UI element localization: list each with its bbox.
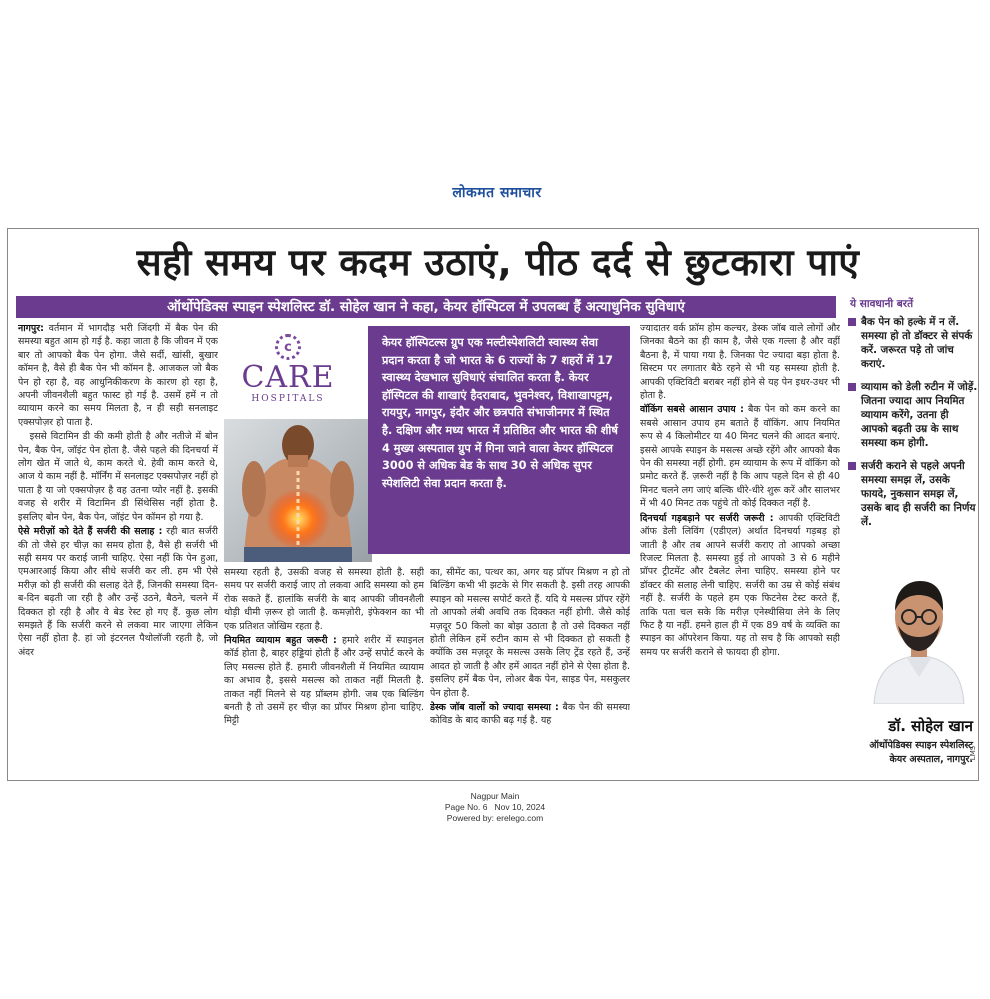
precaution-text: सर्जरी कराने से पहले अपनी समस्या समझ लें, उसके फायदे, नुकसान समझ लें, उसके बाद ही सर्जरी का निर्णय लें.: [861, 460, 976, 528]
article-column-1: [18, 322, 218, 777]
logo-subtitle: HOSPITALS: [251, 394, 325, 404]
back-pain-photo: [224, 419, 372, 562]
section-heading: डेस्क जॉब वालों को ज्यादा समस्या :: [430, 702, 559, 714]
paragraph: हमारे शरीर में स्पाइनल कॉर्ड होता है, बाहर हड्डियां होती हैं और उन्हें सपोर्ट करने के लिए मसल्स होते हैं. हमारी जीवनशैली में नियमित व्यायाम का अभाव है, इससे मसल्स को ताकत नहीं मिलती है. ताकत नहीं मिलने से यह प्रॉब्लम होगी. जब एक बिल्डिंग बनती है तो उसमें हर चीज़ का प्रॉपर मिश्रण होना चाहिए. मिट्टी: [224, 635, 424, 727]
credit-tag: LMS: [969, 745, 978, 761]
paragraph: बैक पेन की समस्या कोविड के बाद काफी बढ़ गई है. यह: [430, 702, 630, 727]
precaution-item: [846, 380, 978, 450]
precaution-text: व्यायाम को डेली रुटीन में जोड़ें. जितना ज्यादा आप नियमित व्यायाम करेंगे, उतना ही आपको बढ़ती उम्र के साथ समस्या कम होगी.: [861, 381, 978, 449]
care-hospitals-logo: [224, 324, 352, 414]
section-heading: ऐसे मरीज़ों को देते हैं सर्जरी की सलाह :: [18, 526, 163, 538]
section-heading: नियमित व्यायाम बहुत जरूरी :: [224, 635, 337, 647]
news-clipping: [7, 228, 979, 781]
precautions-title: ये सावधानी बरतें: [850, 298, 914, 310]
precaution-item: [846, 315, 978, 371]
doctor-name: डॉ. सोहेल खान: [888, 717, 973, 735]
article-column-2: [224, 566, 424, 776]
article-column-4: [640, 322, 840, 777]
precautions-sidebar: [846, 297, 978, 577]
care-hospitals-info-box: केयर हॉस्पिटल्स ग्रुप एक मल्टीस्पेशलिटी स्वास्थ्य सेवा प्रदान करता है जो भारत के 6 राज्यों के 7 शहरों में 17 स्वास्थ्य देखभाल सुविधाएं संचालित करता है. केयर हॉस्पिटल की शाखाएं हैदराबाद, भुवनेश्वर, विशाखापट्टम, रायपुर, नागपुर, इंदौर और छत्रपति संभाजीनगर में स्थित है. दक्षिण और मध्य भारत में प्रतिष्ठित और भारत की शीर्ष 4 मुख्य अस्पताल ग्रुप में गिना जाने वाला केयर हॉस्पिटल 3000 से अधिक बेड के साथ 30 से अधिक सुपर स्पेशलिटी सेवा प्रदान करता है.: [368, 326, 630, 554]
paragraph: वर्तमान में भागदौड़ भरी जिंदगी में बैक पेन की समस्या बहुत आम हो गई है. कहा जाता है कि जीवन में एक बार तो आपको बैक पेन होगा. जैसे सर्दी, खांसी, बुखार कॉमन है, वैसे ही बैक पेन भी कॉमन है. आजकल जो बैक पेन हो रहा है, वह आधुनिकीकरण के कारण हो रहा है, अपनी जीवनशैली बहुत फास्ट हो गई है. उसमें हमें न तो व्यायाम करने का समय मिलता है, न ही सही सनलाइट एक्सपोज़र हो पाता है.: [18, 323, 218, 428]
doctor-title: [828, 739, 973, 767]
paragraph: रही बात सर्जरी की तो जैसे हर चीज़ का समय होता है, वैसे ही सर्जरी भी सही समय पर कराई जानी चाहिए. ऐसा नहीं कि पेन हुआ, एमआरआई किया और सीधे सर्जरी कर ली. हम भी ऐसे मरीज़ को ही सर्जरी की सलाह देते हैं, जिनकी समस्या दिन-ब-दिन बढ़ती जा रही है और उन्हें उठने, बैठने, चलने में दिक्कत हो रही है और वे बेड रेस्ट हो गए हैं. कुछ लोग समझते हैं कि सर्जरी करने से लकवा मार जाएगा लेकिन ऐसा नहीं होता है. हां जो इंटरनल पैथोलॉजी रहती है, जो अंदर: [18, 526, 218, 658]
precaution-item: [846, 459, 978, 529]
doctor-hospital: केयर अस्पताल, नागपुर.: [889, 754, 973, 765]
paragraph: इससे विटामिन डी की कमी होती है और नतीजे में बोन पेन, बैक पेन, जॉइंट पेन होता है. जैसे पहले की दिनचर्या में लोग खेत में जाते थे, काम करते थे. हेवी काम करते थे, आज ये काम नहीं है. मॉर्निंग में सनलाइट एक्सपोज़र नहीं हो पाता है या जो एक्सपोज़र है वह उतना प्योर नहीं है. इसकी वजह से शरीर में विटामिन डी सिंथेसिस नहीं होता है. इसलिए बोन पेन, बैक पेन, जॉइंट पेन कॉमन हो गया है.: [18, 431, 218, 523]
paragraph: ज्यादातर वर्क फ्रॉम होम कल्चर, डेस्क जॉब वाले लोगों और जिनका बैठने का ही काम है, जैसे एक गल्ला है और वहीं बैठना है, में पाया गया है. जिनका पेट ज्यादा बड़ा होता है. सिस्टम पर लगातार बैठे रहने से भी यह समस्या होती है. आपकी एक्टिविटी बराबर नहीं होने से यह पेन इधर-उधर भी होता है.: [640, 323, 840, 402]
article-column-3: [430, 566, 630, 776]
doctor-designation: ऑर्थोपेडिक्स स्पाइन स्पेशलिस्ट: [869, 740, 973, 751]
page-footer: [395, 791, 595, 824]
issue-date: Nov 10, 2024: [494, 802, 546, 812]
paragraph: समस्या रहती है, उसकी वजह से समस्या होती है. सही समय पर सर्जरी कराई जाए तो लकवा आदि समस्या को हम रोक सकते हैं. हालांकि सर्जरी के बाद आपकी जीवनशैली थोड़ी धीमी ज़रूर हो जाती है. कमज़ोरी, इंफेक्शन का भी एक प्रतिशत जोखिम रहता है.: [224, 567, 424, 632]
logo-mark-icon: c: [275, 334, 301, 360]
section-heading: दिनचर्या गड़बड़ाने पर सर्जरी जरूरी :: [640, 512, 774, 524]
section-heading: वॉकिंग सबसे आसान उपाय :: [640, 404, 744, 416]
doctor-photo: [866, 559, 972, 704]
page-info: [395, 802, 595, 813]
paragraph: बैक पेन को कम करने का सबसे आसान उपाय हम बताते हैं वॉकिंग. आप नियमित रूप से 4 किलोमीटर या 40 मिनट चलने की आदत बनाएं. इससे आपके स्पाइन के मसल्स अच्छे रहेंगे और आपको बैक पेन की समस्या नहीं होगी. हम व्यायाम के रूप में वॉकिंग को प्रमोट करते हैं. ज़रूरी नहीं है कि आप पहले दिन से ही 40 मिनट चलने लग जाएं बल्कि धीरे-धीरे शुरू करें और सालभर में भी 40 मिनट तक पहुंचे तो कोई दिक्कत नहीं है.: [640, 404, 840, 510]
headline: सही समय पर कदम उठाएं, पीठ दर्द से छुटकारा पाएं: [136, 241, 860, 284]
paragraph: आपकी एक्टिविटी ऑफ डेली लिविंग (एडीएल) अर्थात दिनचर्या गड़बड़ हो जाती है और तब आपने सर्जरी कराए तो आपको अच्छा रिजल्ट मिलता है. समस्या हुई तो आपको 3 से 6 महीने प्रॉपर ट्रीटमेंट और टैबलेट लेना चाहिए. समस्या होने पर डॉक्टर की सलाह लेनी चाहिए. सर्जरी का उम्र से कोई संबंध नहीं है. सर्जरी के पहले हम एक फिटनेस टेस्ट करते हैं, ताकि पता चल सके कि मरीज़ एनेस्थीसिया लेने के लिए फिट है या नहीं. हमने हाल ही में एक 89 वर्ष के व्यक्ति का स्पाइन का ऑपरेशन किया. यह तो सच है कि आपको सही समय पर सर्जरी कराने से फायदा ही होगा.: [640, 512, 840, 658]
page-number: Page No. 6: [444, 802, 488, 812]
powered-by: Powered by: erelego.com: [446, 813, 544, 823]
square-bullet-icon: [848, 462, 856, 470]
subheadline-banner: ऑर्थोपेडिक्स स्पाइन स्पेशलिस्ट डॉ. सोहेल खान ने कहा, केयर हॉस्पिटल में उपलब्ध हैं अत्याधुनिक सुविधाएं: [16, 296, 836, 318]
precaution-text: बैक पेन को हल्के में न लें. समस्या हो तो डॉक्टर से संपर्क करें. जरूरत पड़े तो जांच कराएं.: [861, 316, 973, 370]
logo-name: CARE: [241, 360, 335, 395]
paragraph: का, सीमेंट का, पत्थर का, अगर यह प्रॉपर मिश्रण न हो तो बिल्डिंग कभी भी झटके से गिर सकती है. इसी तरह आपकी स्पाइन को मसल्स सपोर्ट करते हैं. यदि ये मसल्स प्रॉपर रहेंगे तो आपको लंबी अवधि तक दिक्कत नहीं होगी. जैसे कोई मज़दूर 50 किलो का बोझ उठाता है तो उसे दिक्कत नहीं होती लेकिन हमें रुटीन काम से भी दिक्कत हो सकती है क्योंकि उस मज़दूर के मसल्स उसके लिए ट्रेंड रहते हैं, उन्हें आदत हो जाती है और हमें आदत नहीं होने से ऐसा होता है. इसलिए हमें बैक पेन, लोअर बैक पेन, साइड पेन, मसकुलर पेन होता है.: [430, 567, 630, 699]
square-bullet-icon: [848, 318, 856, 326]
dateline: नागपुर:: [18, 323, 44, 334]
edition-name: Nagpur Main: [470, 791, 520, 801]
square-bullet-icon: [848, 383, 856, 391]
masthead: लोकमत समाचार: [452, 185, 542, 201]
